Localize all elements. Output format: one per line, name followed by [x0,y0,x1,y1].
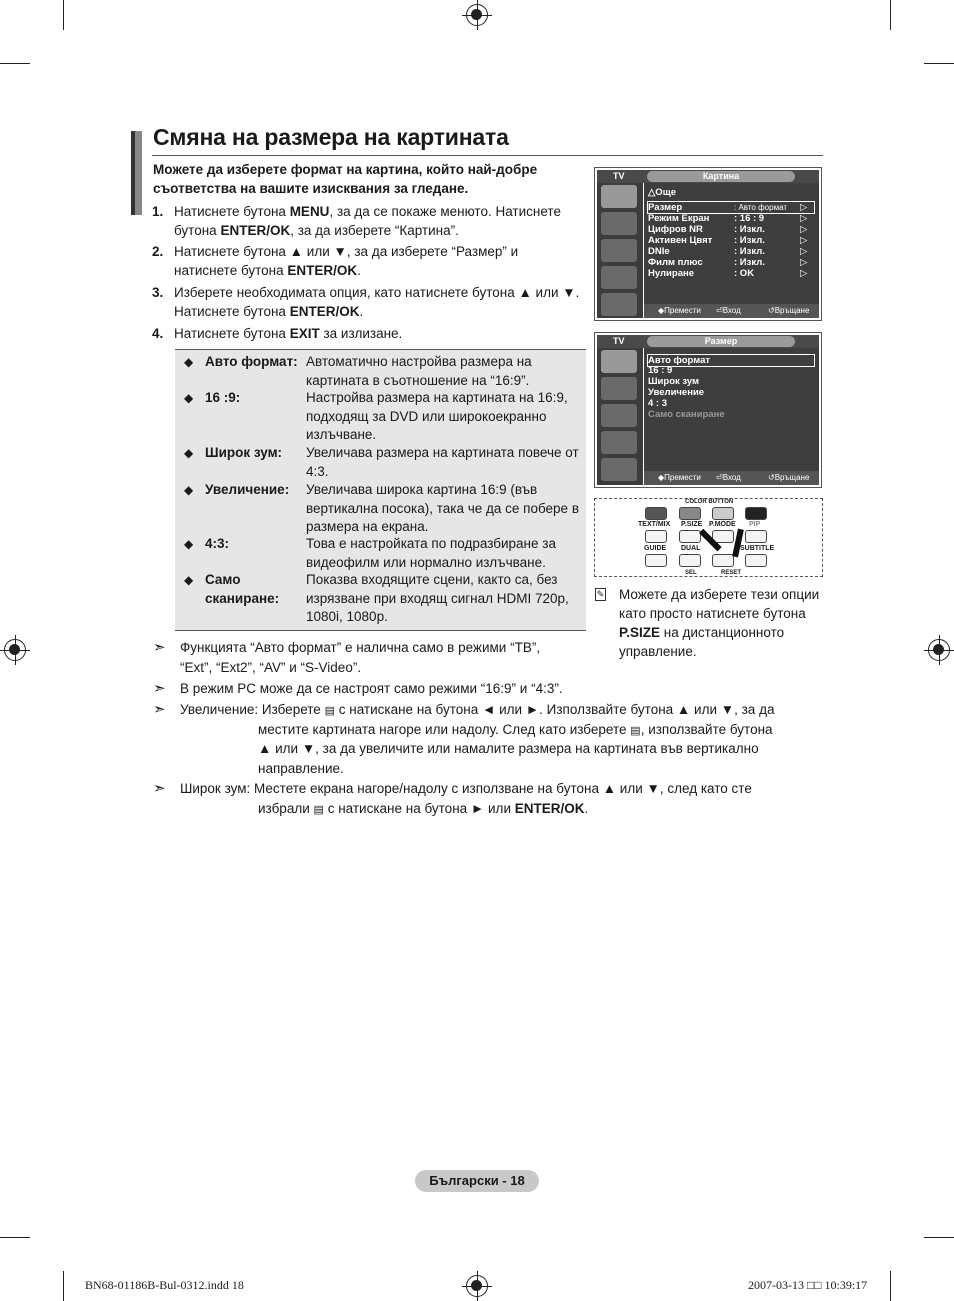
osd-size-option-disabled: Само сканиране [648,409,725,420]
osd-picture-menu: TV Картина △Още Размер : Авто формат ▷ Режим Екран : 16 : 9 ▷ Цифров NR : Изкл. ▷ Активен Цвят : Изкл. ▷ DNIe : Изкл. ▷ Филм плюс : Изкл. ▷ Нулиране : OK ▷ ◆ Премести ⏎ Вход ↺ Връщане [594,167,822,321]
setup-icon [601,431,637,454]
osd-row[interactable]: Нулиране : OK ▷ [648,268,808,279]
osd-row[interactable]: Активен Цвят : Изкл. ▷ [648,235,808,246]
textmix-button[interactable] [645,530,667,543]
teletext-icon: ▤ [630,724,641,737]
sound-icon [601,212,637,235]
title-accent-bar-dark [131,131,135,215]
dual-button[interactable] [679,554,701,567]
note-arrow-icon: ➣ [153,780,166,797]
options-table: ◆ Авто формат: Автоматично настройва размера на картината в съотношение на “16:9”. ◆ 16 :9: Настройва размера на картината на 16:9, подходящ за DVD или широкоекранно излъчване. ◆ Широк зум: Увеличава размера на картината повече от 4:3. ◆ Увеличение: Увеличава широка картина 16:9 (във вертикална посока), така че да се побере в размера на екрана. ◆ 4:3: Това е настройката по подразбиране за видеофилм или нормално излъчване. ◆ Само сканиране: Показва входящите сцени, както са, без изрязване при входящ сигнал HDMI 720p, 1080i, 1080p. [175,349,586,631]
osd-size-option[interactable]: 16 : 9 [648,365,673,376]
subtitle-button[interactable] [745,554,767,567]
blank-button[interactable] [712,554,734,567]
page-title: Смяна на размера на картината [153,124,509,150]
osd-footer: ◆ Премести ⏎ Вход ↺ Връщане [644,304,819,318]
note-2: ➣ В режим PC може да се настроят само режими “16:9” и “4:3”. [153,680,563,697]
registration-mark-left [4,639,26,661]
osd-row[interactable]: Режим Екран : 16 : 9 ▷ [648,213,808,224]
osd-size-option[interactable]: 4 : 3 [648,398,668,409]
step-2: 2. Натиснете бутона ▲ или ▼, за да изберете “Размер” и натиснете бутона ENTER/OK. [152,244,519,278]
registration-mark-right [928,639,950,661]
pip-button[interactable] [745,530,767,543]
channel-icon [601,239,637,262]
intro-text: Можете да изберете формат на картина, който най-добре съответства на вашите изисквания за гледане. [153,162,538,196]
remote-control-excerpt: COLOR BUTTON TEXT/MIX P.SIZE P.MODE PIP GUIDE DUAL SUBTITLE SEL RESET [594,498,823,577]
osd-size-menu: TV Размер Авто формат 16 : 9 Широк зум Увеличение 4 : 3 Само сканиране ◆ Премести ⏎ Вход ↺ Връщане [594,332,822,488]
osd-row[interactable]: Филм плюс : Изкл. ▷ [648,257,808,268]
slug-filename: BN68-01186B-Bul-0312.indd 18 [85,1278,244,1292]
guide-button[interactable] [645,554,667,567]
teletext-icon: ▤ [313,803,324,816]
note-3: ➣ Увеличение: Изберете ▤ с натискане на бутона ◄ или ►. Използвайте бутона ▲ или ▼, за да местите картината нагоре или надолу. След като изберете ▤, използвайте бутона ▲ или ▼, за да увеличите или намалите размера на картината във вертикално направление. [153,701,775,776]
step-4: 4. Натиснете бутона EXIT за излизане. [152,326,403,341]
osd-size-option[interactable]: Широк зум [648,376,700,387]
sound-icon [601,377,637,400]
osd-header-title: Картина [647,171,795,182]
osd-sidebar [597,348,643,485]
osd-row-selected[interactable]: Размер : Авто формат ▷ [647,201,815,214]
setup-icon [601,266,637,289]
note-1: ➣ Функцията “Авто формат” е налична само в режими “ТВ”, “Ext”, “Ext2”, “AV” и “S-Video”. [153,639,541,675]
picture-icon [601,185,637,208]
slug-timestamp: 2007-03-13 □□ 10:39:17 [748,1278,868,1292]
note-4: ➣ Широк зум: Местете екрана нагоре/надолу с използване на бутона ▲ или ▼, след като сте избрали ▤ с натискане на бутона ► или ENTER/OK. [153,780,752,816]
yellow-button[interactable] [712,507,734,520]
osd-row[interactable]: Цифров NR : Изкл. ▷ [648,224,808,235]
note-arrow-icon: ➣ [153,639,166,656]
osd-sidebar [597,183,643,318]
osd-footer: ◆ Премести ⏎ Вход ↺ Връщане [644,471,819,485]
step-1: 1. Натиснете бутона MENU, за да се покаже менюто. Натиснете бутона ENTER/OK, за да изберете “Картина”. [152,204,561,238]
teletext-icon: ▤ [324,705,335,717]
note-icon: ✎ [596,589,605,599]
osd-size-option[interactable]: Увеличение [648,387,705,398]
green-button[interactable] [679,507,701,520]
red-button[interactable] [645,507,667,520]
input-icon [601,293,637,316]
page-number: Български - 18 [415,1170,539,1192]
registration-mark-top [466,4,488,26]
input-icon [601,458,637,481]
step-3: 3. Изберете необходимата опция, като натиснете бутона ▲ или ▼. Натиснете бутона ENTER/OK. [152,285,580,319]
title-rule [152,155,823,156]
note-arrow-icon: ➣ [153,701,166,718]
osd-header-title: Размер [647,336,795,347]
osd-size-option-selected[interactable]: Авто формат [647,354,815,367]
picture-icon [601,350,637,373]
blue-button[interactable] [745,507,767,520]
osd-row[interactable]: DNIe : Изкл. ▷ [648,246,808,257]
psize-button[interactable] [679,530,701,543]
note-arrow-icon: ➣ [153,680,166,697]
registration-mark-bottom [466,1275,488,1297]
channel-icon [601,404,637,427]
